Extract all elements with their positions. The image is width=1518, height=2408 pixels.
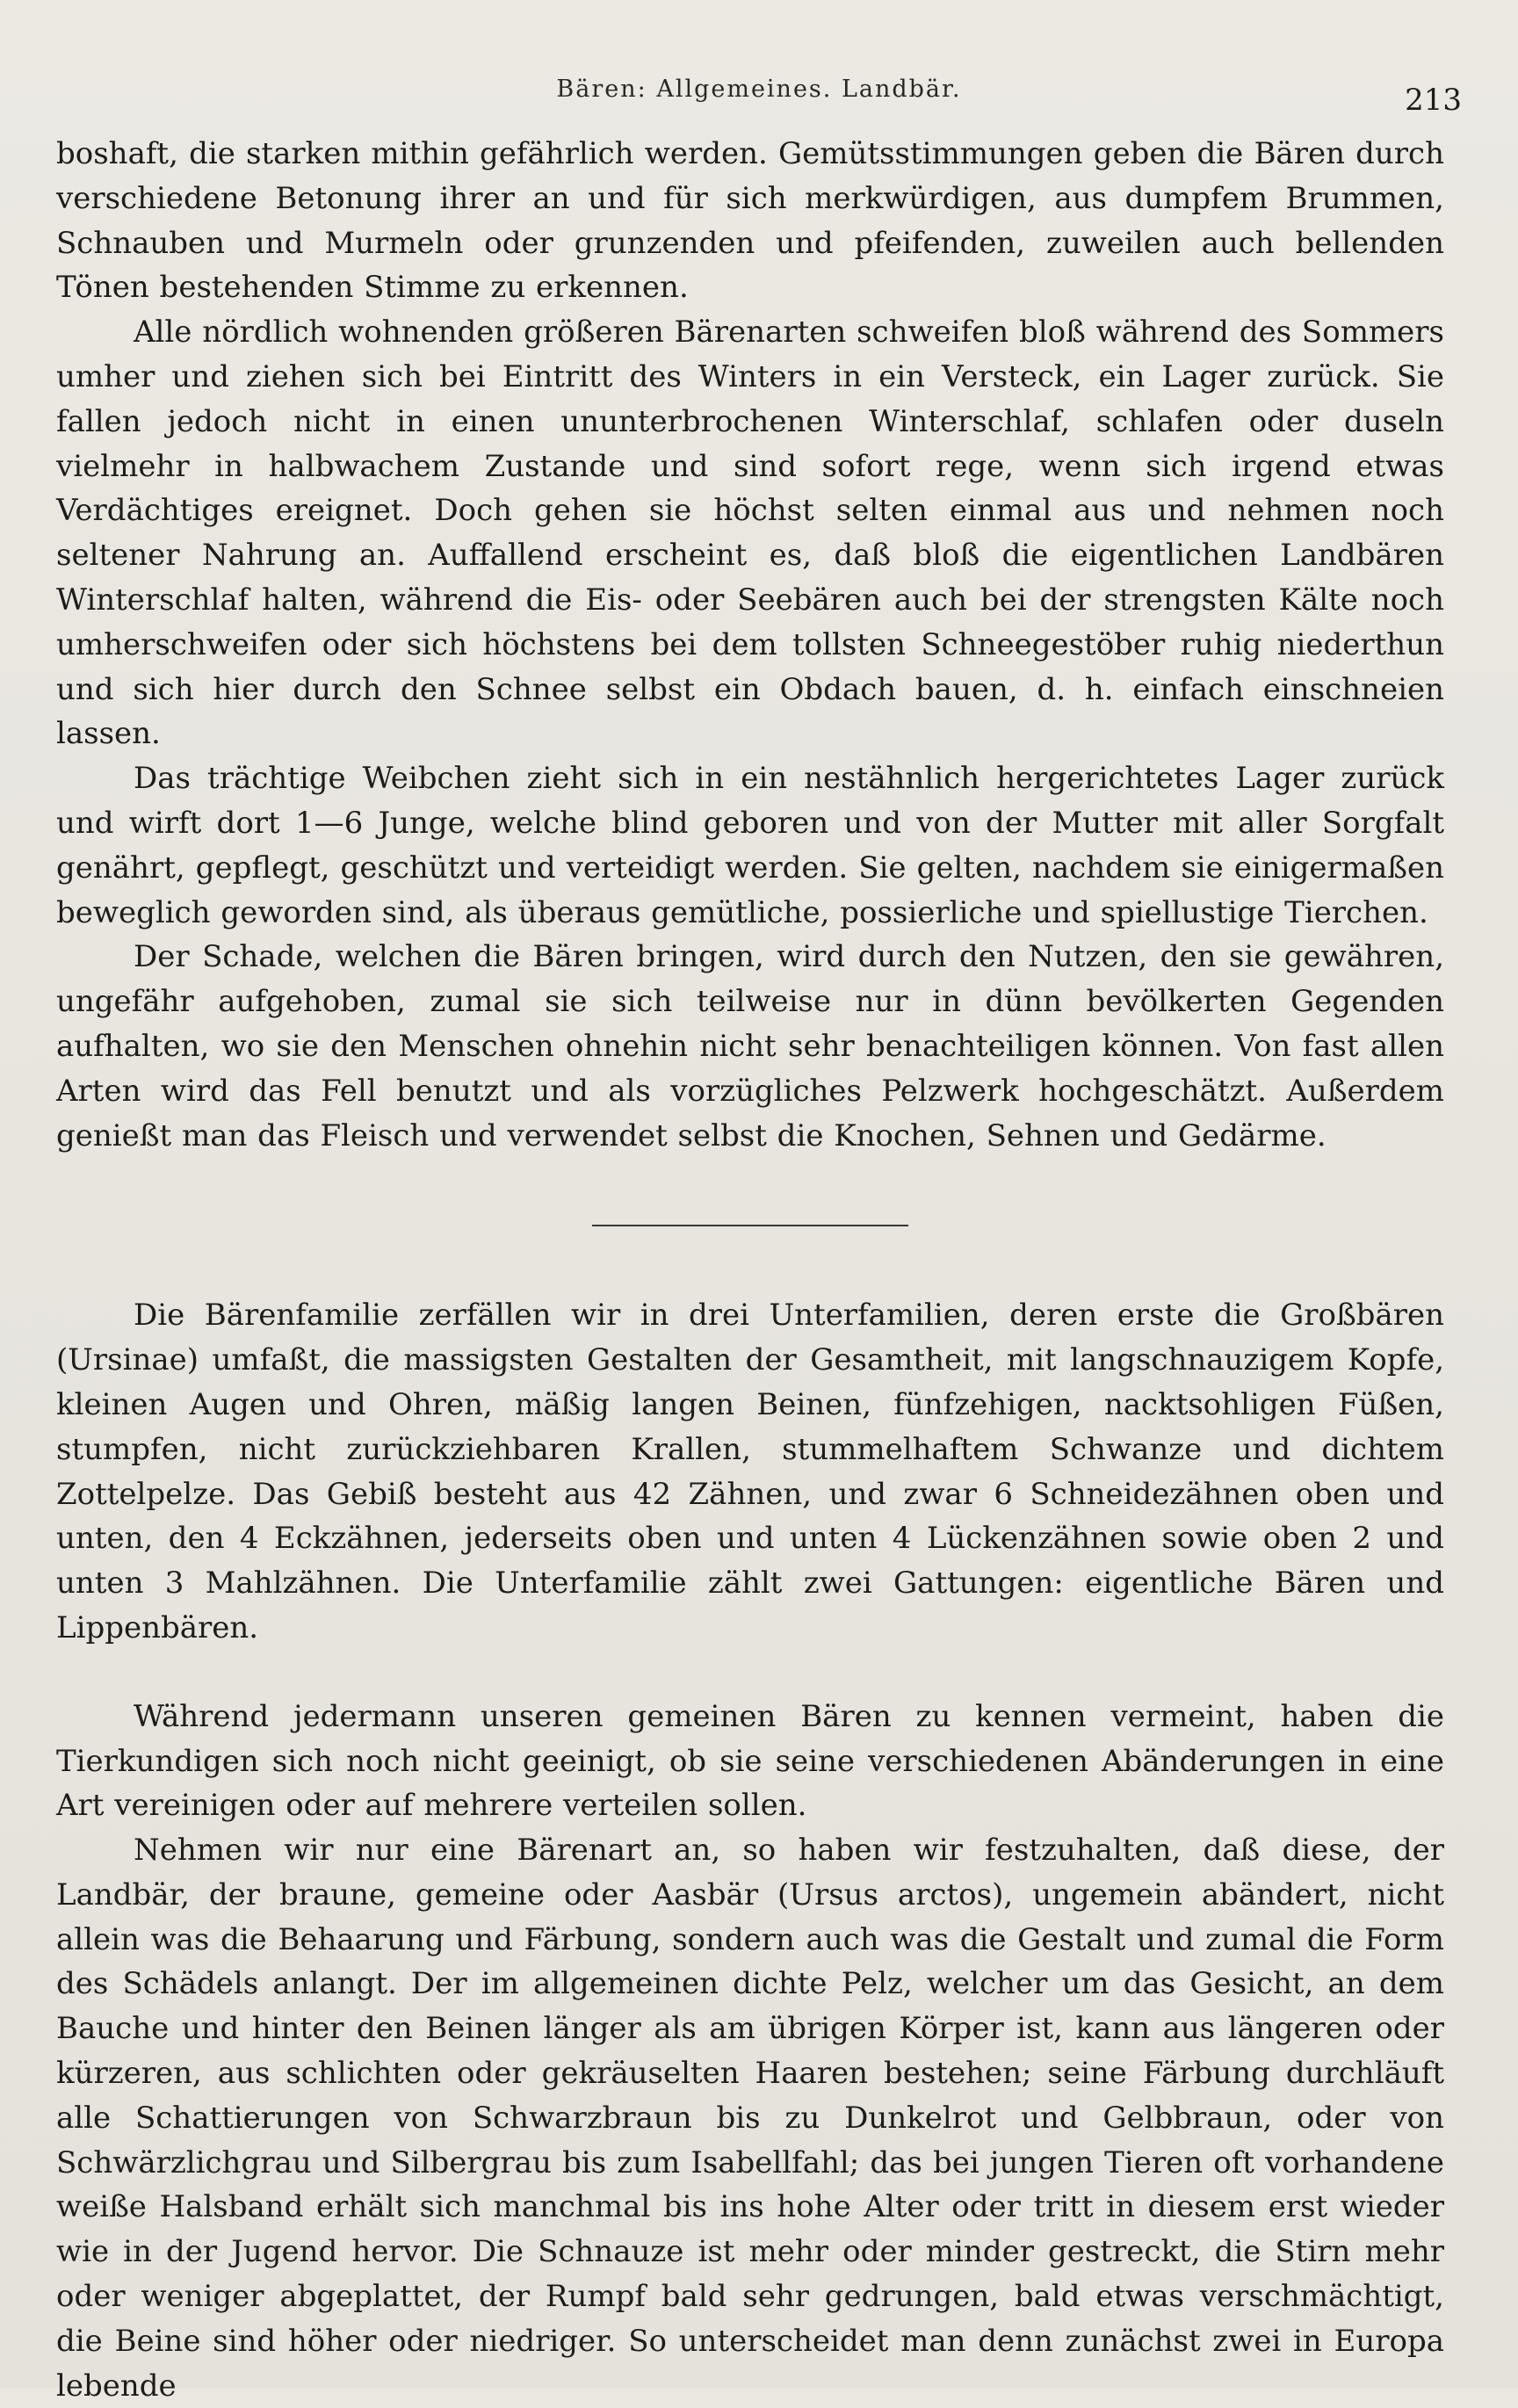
paragraph-voice: boshaft, die starken mithin gefährlich werden. Gemütsstimmungen geben die Bären durch verschiedene Betonung ihrer an und für sich merkwürdigen, aus dumpfem Brummen, Schnauben und Murmeln oder grunzenden und pfeifenden, zuweilen auch bellenden Tönen bestehenden Stimme zu erkennen. <box>56 136 1444 306</box>
paragraph-offspring: Das trächtige Weibchen zieht sich in ein nestähnlich hergerichtetes Lager zurück und wirft dort 1—6 Junge, welche blind geboren und von der Mutter mit aller Sorgfalt genährt, gepflegt, geschützt und verteidigt werden. Sie gelten, nachdem sie einigermaßen beweglich geworden sind, als überaus gemütliche, possierliche und spiellustige Tierchen. <box>56 761 1444 930</box>
paragraph-winter-sleep: Alle nördlich wohnenden größeren Bärenarten schweifen bloß während des Sommers umher und ziehen sich bei Eintritt des Winters in ein Versteck, ein Lager zurück. Sie fallen jedoch nicht in einen ununterbrochenen Winterschlaf, schlafen oder duseln vielmehr in halbwachem Zustande und sind sofort rege, wenn sich irgend etwas Verdächtiges ereignet. Doch gehen sie höchst selten einmal aus und nehmen noch seltener Nahrung an. Auffallend erscheint es, daß bloß die eigentlichen Landbären Winterschlaf halten, während die Eis- oder Seebären auch bei der strengsten Kälte noch umherschweifen oder sich höchstens bei dem tollsten Schneegestöber ruhig niederthun und sich hier durch den Schnee selbst ein Obdach bauen, d. h. einfach einschneien lassen. <box>56 315 1444 752</box>
page-body <box>56 132 1444 2408</box>
paragraph-common-bear: Während jedermann unseren gemeinen Bären zu kennen vermeint, haben die Tierkundigen sich noch nicht geeinigt, ob sie seine verschiedenen Abänderungen in eine Art vereinigen oder auf mehrere verteilen sollen. <box>56 1698 1444 1824</box>
section-gap <box>56 1651 1444 1695</box>
paragraph-subfamilies: Die Bärenfamilie zerfällen wir in drei Unterfamilien, deren erste die Großbären (Ursinae) umfaßt, die massigsten Gestalten der Gesamtheit, mit langschnauzigem Kopfe, kleinen Augen und Ohren, mäßig langen Beinen, fünfzehigen, nacktsohligen Füßen, stumpfen, nicht zurückziehbaren Krallen, stummelhaftem Schwanze und dichtem Zottelpelze. Das Gebiß besteht aus 42 Zähnen, und zwar 6 Schneidezähnen oben und unten, den 4 Eckzähnen, jederseits oben und unten 4 Lückenzähnen sowie oben 2 und unten 3 Mahlzähnen. Die Unterfamilie zählt zwei Gattungen: eigentliche Bären und Lippenbären. <box>56 1298 1444 1645</box>
page-number: 213 <box>1405 83 1462 118</box>
paragraph-damage-use: Der Schade, welchen die Bären bringen, wird durch den Nutzen, den sie gewähren, ungefähr aufgehoben, zumal sie sich teilweise nur in dünn bevölkerten Gegenden aufhalten, wo sie den Menschen ohnehin nicht sehr benachteiligen können. Von fast allen Arten wird das Fell benutzt und als vorzügliches Pelzwerk hochgeschätzt. Außerdem genießt man das Fleisch und verwendet selbst die Knochen, Sehnen und Gedärme. <box>56 939 1444 1153</box>
page-header <box>56 76 1462 118</box>
running-head: Bären: Allgemeines. Landbär. <box>556 76 962 103</box>
section-divider <box>592 1225 908 1226</box>
paragraph-brown-bear: Nehmen wir nur eine Bärenart an, so haben wir festzuhalten, daß diese, der Landbär, der braune, gemeine oder Aasbär (Ursus arctos), ungemein abändert, nicht allein was die Behaarung und Färbung, sondern auch was die Gestalt und zumal die Form des Schädels anlangt. Der im allgemeinen dichte Pelz, welcher um das Gesicht, an dem Bauche und hinter den Beinen länger als am übrigen Körper ist, kann aus längeren oder kürzeren, aus schlichten oder gekräuselten Haaren bestehen; seine Färbung durchläuft alle Schattierungen von Schwarzbraun bis zu Dunkelrot und Gelbbraun, oder von Schwärzlichgrau und Silbergrau bis zum Isabellfahl; das bei jungen Tieren oft vorhandene weiße Halsband erhält sich manchmal bis ins hohe Alter oder tritt in diesem erst wieder wie in der Jugend hervor. Die Schnauze ist mehr oder minder gestreckt, die Stirn mehr oder weniger abgeplattet, der Rumpf bald sehr gedrungen, bald etwas verschmächtigt, die Beine sind höher oder niedriger. So unterscheidet man denn zunächst zwei in Europa lebende <box>56 1833 1444 2404</box>
